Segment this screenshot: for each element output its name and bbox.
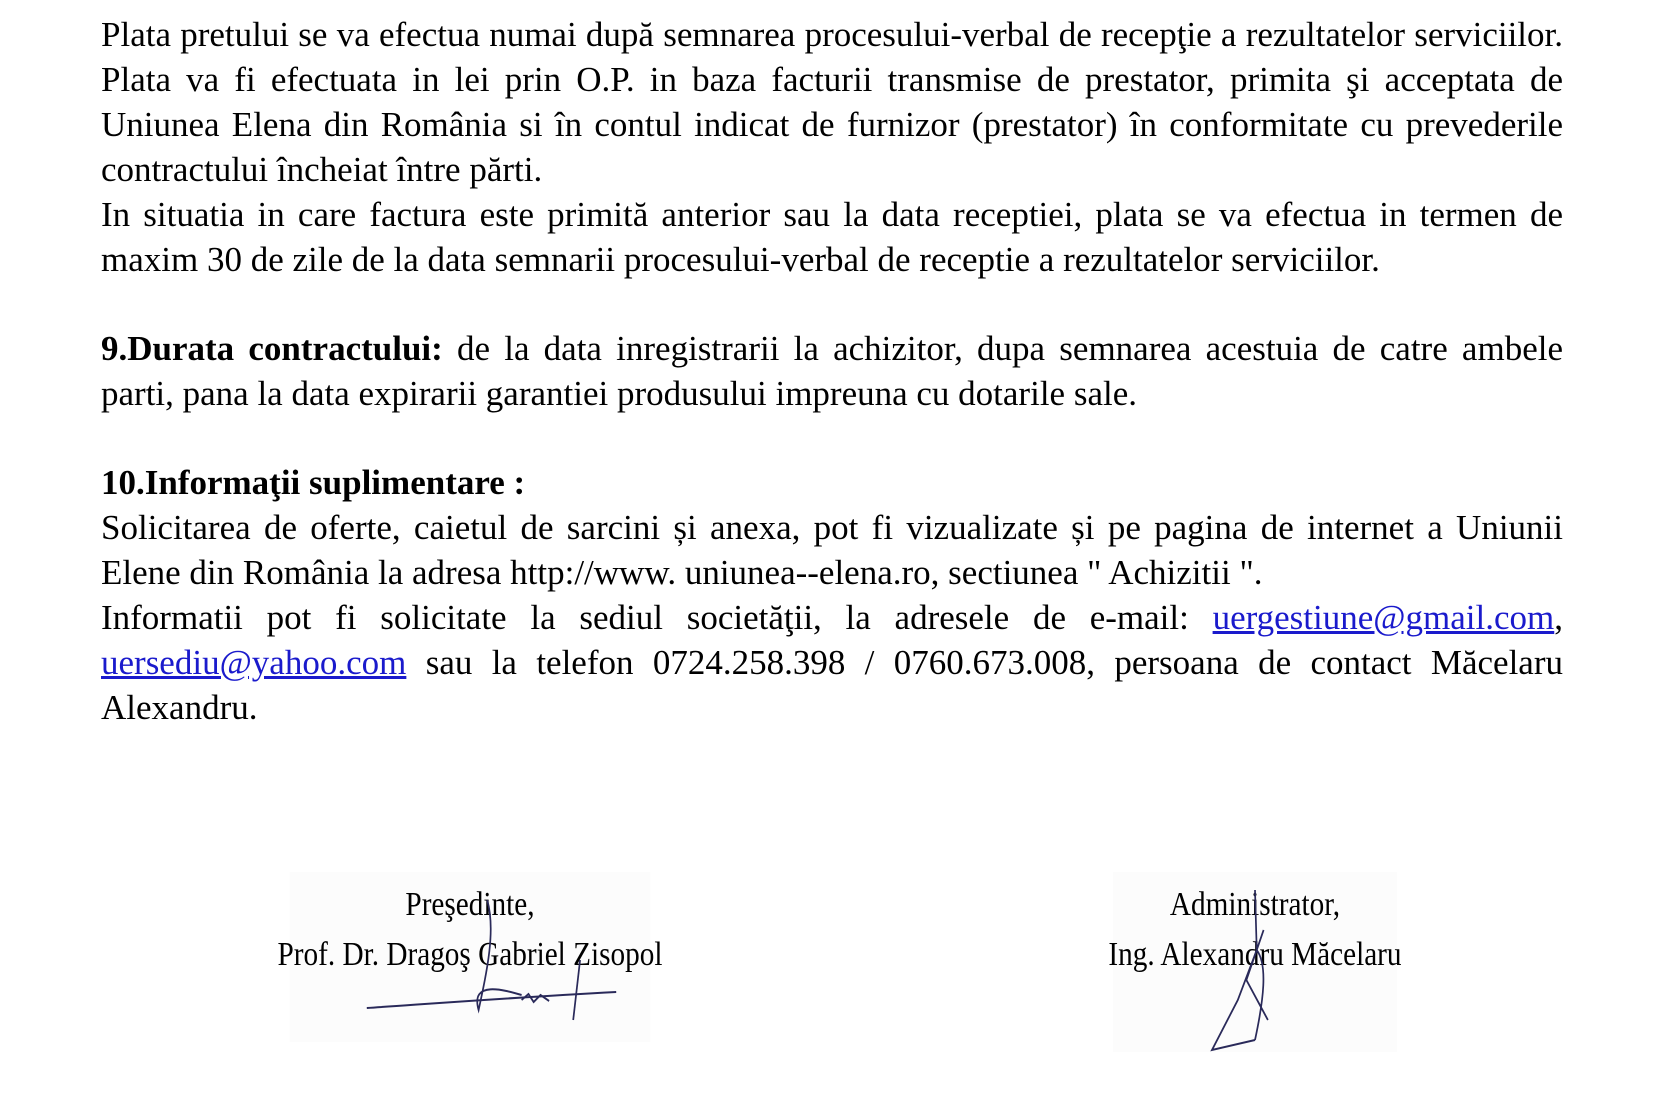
contact-text-suffix: sau la telefon 0724.258.398 / 0760.673.008, persoana de contact Măcelaru Alexandru. — [101, 643, 1563, 727]
section-9-text: de la data inregistrarii la achizitor, dupa semnarea acestuia de catre ambele parti, pana la data expirarii garantiei produsului impreuna cu dotarile sale. — [101, 329, 1563, 413]
president-title: Preşedinte, — [405, 886, 535, 923]
email-link-gestiune[interactable]: uergestiune@gmail.com — [1212, 598, 1555, 637]
signature-block-administrator — [1074, 880, 1435, 980]
administrator-signature-scribble — [1203, 890, 1306, 1080]
payment-term-paragraph: In situatia in care factura este primită anterior sau la data receptiei, plata se va efectua in termen de maxim 30 de zile de la data semnarii procesului-verbal de receptie a rezultatelor serviciilor. — [101, 195, 1563, 279]
section-9-duration — [101, 326, 1563, 416]
section-10-contact-paragraph — [101, 595, 1563, 730]
signature-block-president — [255, 880, 685, 980]
payment-paragraph: Plata pretului se va efectua numai după semnarea procesului-verbal de recepţie a rezultatelor serviciilor. Plata va fi efectuata in lei prin O.P. in baza facturii transmise de prestator, primita şi acceptata de Uniunea Elena din România si în contul indicat de furnizor (prestator) în conformitate cu prevederile contractului încheiat între părti. — [101, 15, 1563, 189]
president-name: Prof. Dr. Dragoş Gabriel Zisopol — [277, 936, 663, 973]
contact-text-prefix: Informatii pot fi solicitate la sediul societăţii, la adresele de e-mail: — [101, 598, 1213, 637]
section-10-offers-paragraph: Solicitarea de oferte, caietul de sarcini și anexa, pot fi vizualizate și pe pagina de internet a Uniunii Elene din România la adresa http://www. uniunea--elena.ro, sectiunea " Achizitii ". — [101, 508, 1563, 592]
president-signature-scribble — [358, 900, 633, 1050]
document-body — [101, 12, 1563, 730]
administrator-name: Ing. Alexandru Măcelaru — [1108, 936, 1402, 973]
section-10-heading: 10.Informaţii suplimentare : — [101, 463, 526, 502]
email-link-sediu[interactable]: uersediu@yahoo.com — [101, 643, 407, 682]
section-9-heading: 9.Durata contractului: — [101, 329, 443, 368]
comma: , — [1554, 598, 1563, 637]
administrator-title: Administrator, — [1169, 886, 1341, 923]
